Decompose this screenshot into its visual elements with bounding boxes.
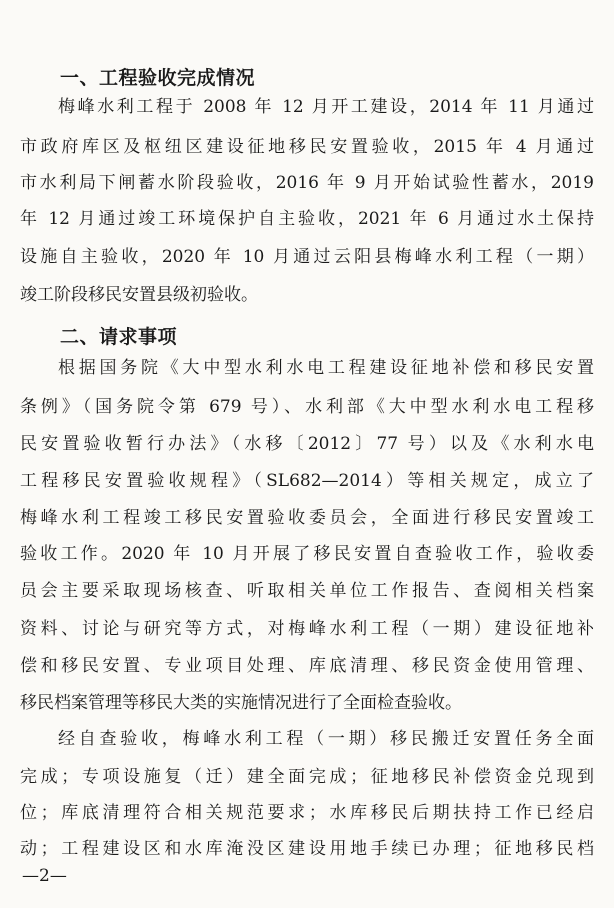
text-line: 设施自主验收，2020 年 10 月通过云阳县梅峰水利工程（一期）: [20, 247, 594, 267]
text-line: 梅峰水利工程于 2008 年 12 月开工建设，2014 年 11 月通过: [58, 97, 594, 117]
text-line: 经自查验收，梅峰水利工程（一期）移民搬迁安置任务全面: [58, 729, 594, 749]
text-line: 完成；专项设施复（迁）建全面完成；征地移民补偿资金兑现到: [20, 767, 594, 787]
section-heading-2: 二、请求事项: [60, 326, 178, 348]
text-line: 工程移民安置验收规程》（SL682—2014）等相关规定，成立了: [20, 471, 594, 491]
text-line: 民安置验收暂行办法》（水移〔2012〕77 号）以及《水利水电: [20, 434, 594, 454]
text-line: 年 12 月通过竣工环境保护自主验收，2021 年 6 月通过水土保持: [20, 209, 594, 229]
text-line: 市政府库区及枢纽区建设征地移民安置验收，2015 年 4 月通过: [20, 137, 594, 157]
text-line: 资料、讨论与研究等方式，对梅峰水利工程（一期）建设征地补: [20, 619, 594, 639]
section-heading-1: 一、工程验收完成情况: [60, 67, 256, 89]
text-line: 条例》（国务院令第 679 号）、水利部《大中型水利水电工程移: [20, 397, 594, 417]
text-line: 动；工程建设区和水库淹没区建设用地手续已办理；征地移民档: [20, 839, 594, 859]
text-line: 位；库底清理符合相关规范要求；水库移民后期扶持工作已经启: [20, 803, 594, 823]
text-line: 员会主要采取现场核查、听取相关单位工作报告、查阅相关档案: [20, 581, 594, 601]
text-line: 根据国务院《大中型水利水电工程建设征地补偿和移民安置: [58, 358, 594, 378]
text-line: 梅峰水利工程竣工移民安置验收委员会，全面进行移民安置竣工: [20, 508, 594, 528]
text-line: 市水利局下闸蓄水阶段验收，2016 年 9 月开始试验性蓄水，2019: [20, 173, 594, 193]
text-line: 验收工作。2020 年 10 月开展了移民安置自查验收工作，验收委: [20, 544, 594, 564]
text-line: 移民档案管理等移民大类的实施情况进行了全面检查验收。: [20, 693, 462, 713]
text-line: 偿和移民安置、专业项目处理、库底清理、移民资金使用管理、: [20, 656, 594, 676]
page-number: —2—: [22, 866, 67, 886]
text-line: 竣工阶段移民安置县级初验收。: [20, 285, 258, 305]
